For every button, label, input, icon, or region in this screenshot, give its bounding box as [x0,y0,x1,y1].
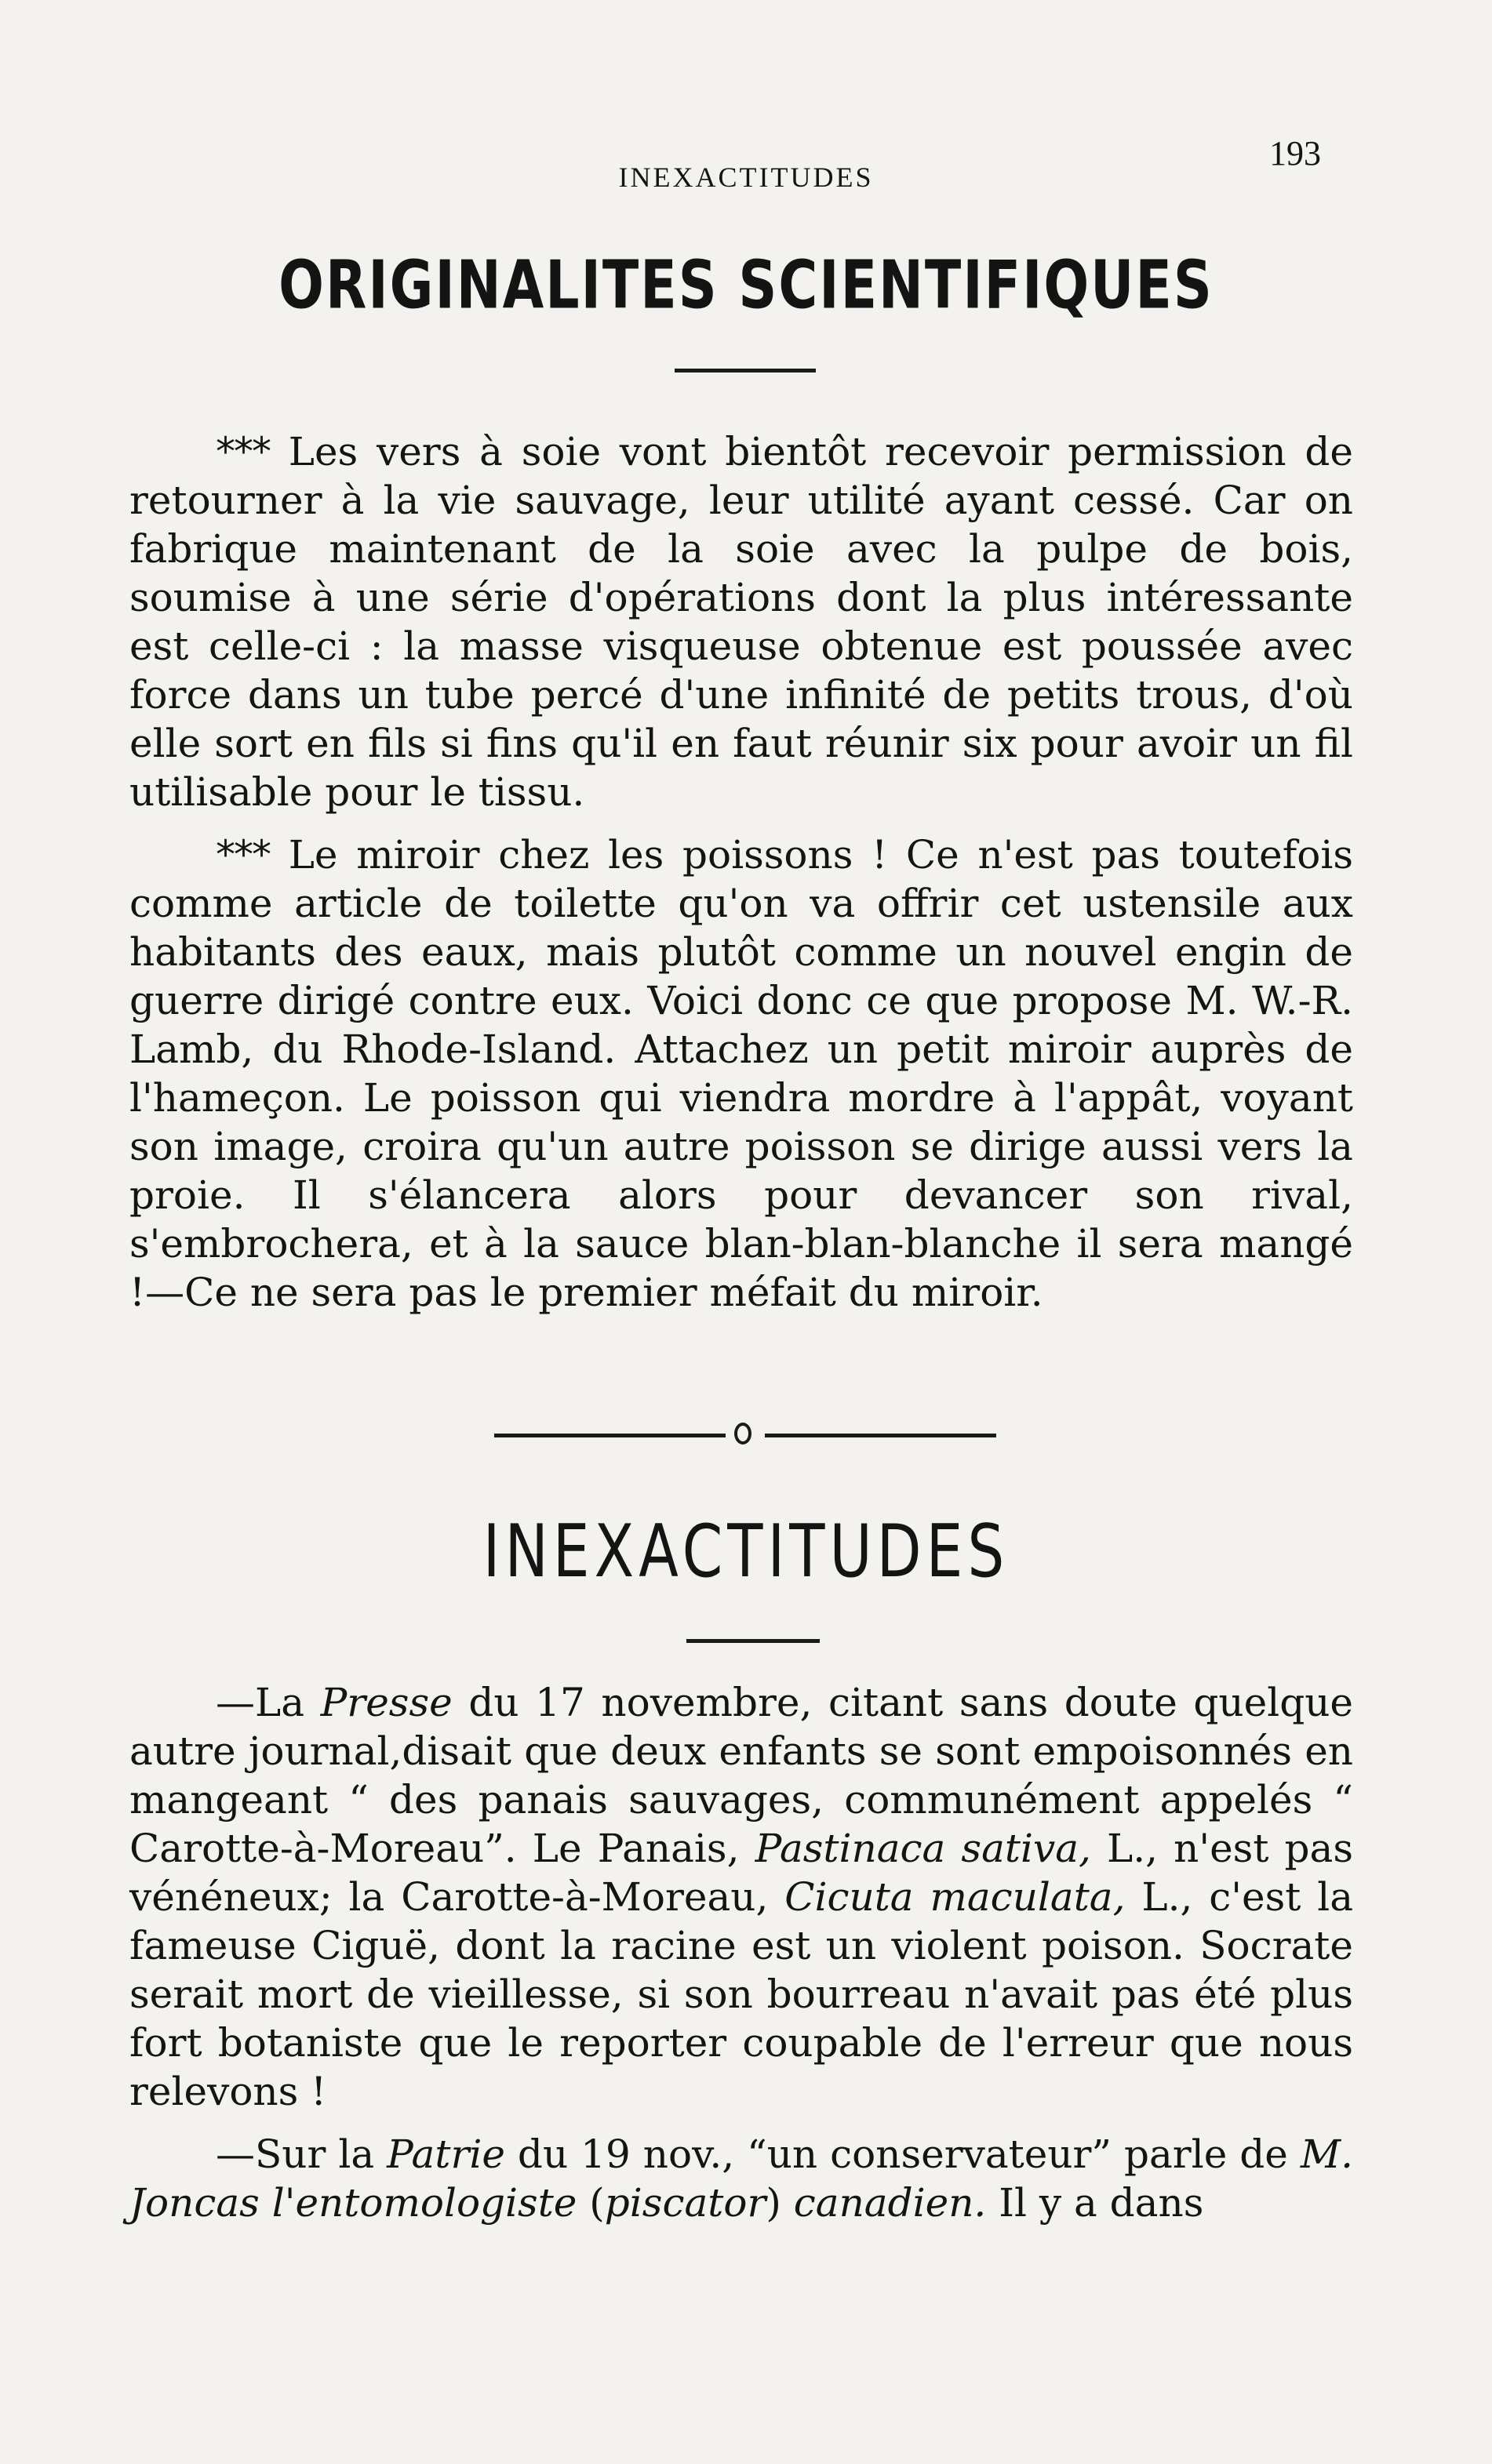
title-rule [675,369,816,373]
text-run: ) [766,2180,794,2226]
paragraph-silk [129,427,1353,816]
italic-run: Presse [320,1680,453,1725]
paragraph-patrie [129,2130,1353,2227]
running-header: INEXACTITUDES [618,162,874,193]
section-title-inexactitudes: INEXACTITUDES [482,1510,1010,1594]
text-run: L., c'est la fameuse Ciguë, dont la racine est un violent poison. Socrate serait mort de vieillesse, si son bourreau n'avait pas été plus fort botaniste que le reporter coupable de l'erreur que nous relevons ! [129,1874,1354,2114]
text-run: —Sur la [216,2131,388,2177]
title-rule [686,1639,820,1643]
page-number: 193 [1269,134,1321,173]
paragraph-text: Les vers à soie vont bientôt recevoir permission de retourner à la vie sauvage, leur utilité ayant cessé. Car on fabrique maintenant de la soie avec la pulpe de bois, soumise à une série d'opérations dont la plus intéressante est celle-ci : la masse visqueuse obtenue est poussée avec force dans un tube percé d'une infinité de petits trous, d'où elle sort en fils si fins qu'il en faut réunir six pour avoir un fil utilisable pour le tissu. [129,429,1353,815]
section-title-originalites: ORIGINALITES SCIENTIFIQUES [278,247,1214,325]
italic-run: piscator [604,2180,766,2226]
divider-line [765,1434,996,1437]
text-run: ( [577,2180,605,2226]
paragraph-text: Le miroir chez les poissons ! Ce n'est pas toutefois comme article de toilette qu'on va offrir cet ustensile aux habitants des eaux, mais plutôt comme un nouvel engin de guerre dirigé contre eux. Voici donc ce que propose M. W.-R. Lamb, du Rhode-Island. Attachez un petit miroir auprès de l'hameçon. Le poisson qui viendra mordre à l'appât, voyant son image, croira qu'un autre poisson se dirige aussi vers la proie. Il s'élancera alors pour devancer son rival, s'embrochera, et à la sauce blan-blan-blanche il sera mangé !—Ce ne sera pas le premier méfait du miroir. [129,832,1353,1315]
italic-run: Patrie [387,2131,505,2177]
section-originalites-body [129,427,1353,1331]
divider-line [494,1434,726,1437]
asterism-marker: *** [216,429,270,474]
italic-run: M. Joncas l'entomologiste [129,2131,1353,2226]
italic-run: Cicuta maculata, [784,1874,1126,1920]
text-run: du 19 nov., “un conservateur” parle de [504,2131,1301,2177]
text-run: du 17 novembre, citant sans doute quelque autre journal,disait que deux enfants se sont empoisonnés en mangeant “ des panais sauvages, communément appelés “ Carotte-à-Moreau”. Le Panais, [129,1680,1354,1871]
section-divider-ornament [494,1419,996,1451]
italic-run: Pastinaca sativa, [755,1826,1091,1871]
text-run: L., n'est pas vénéneux; la Carotte-à-Moreau, [129,1826,1354,1920]
text-run: —La [216,1680,321,1725]
divider-circle [734,1423,751,1445]
text-run: Il y a dans [986,2180,1204,2226]
paragraph-mirror [129,830,1353,1317]
section-inexactitudes-body [129,1678,1353,2241]
asterism-marker: *** [216,832,270,878]
paragraph-presse [129,1678,1353,2116]
italic-run: canadien. [793,2180,987,2226]
